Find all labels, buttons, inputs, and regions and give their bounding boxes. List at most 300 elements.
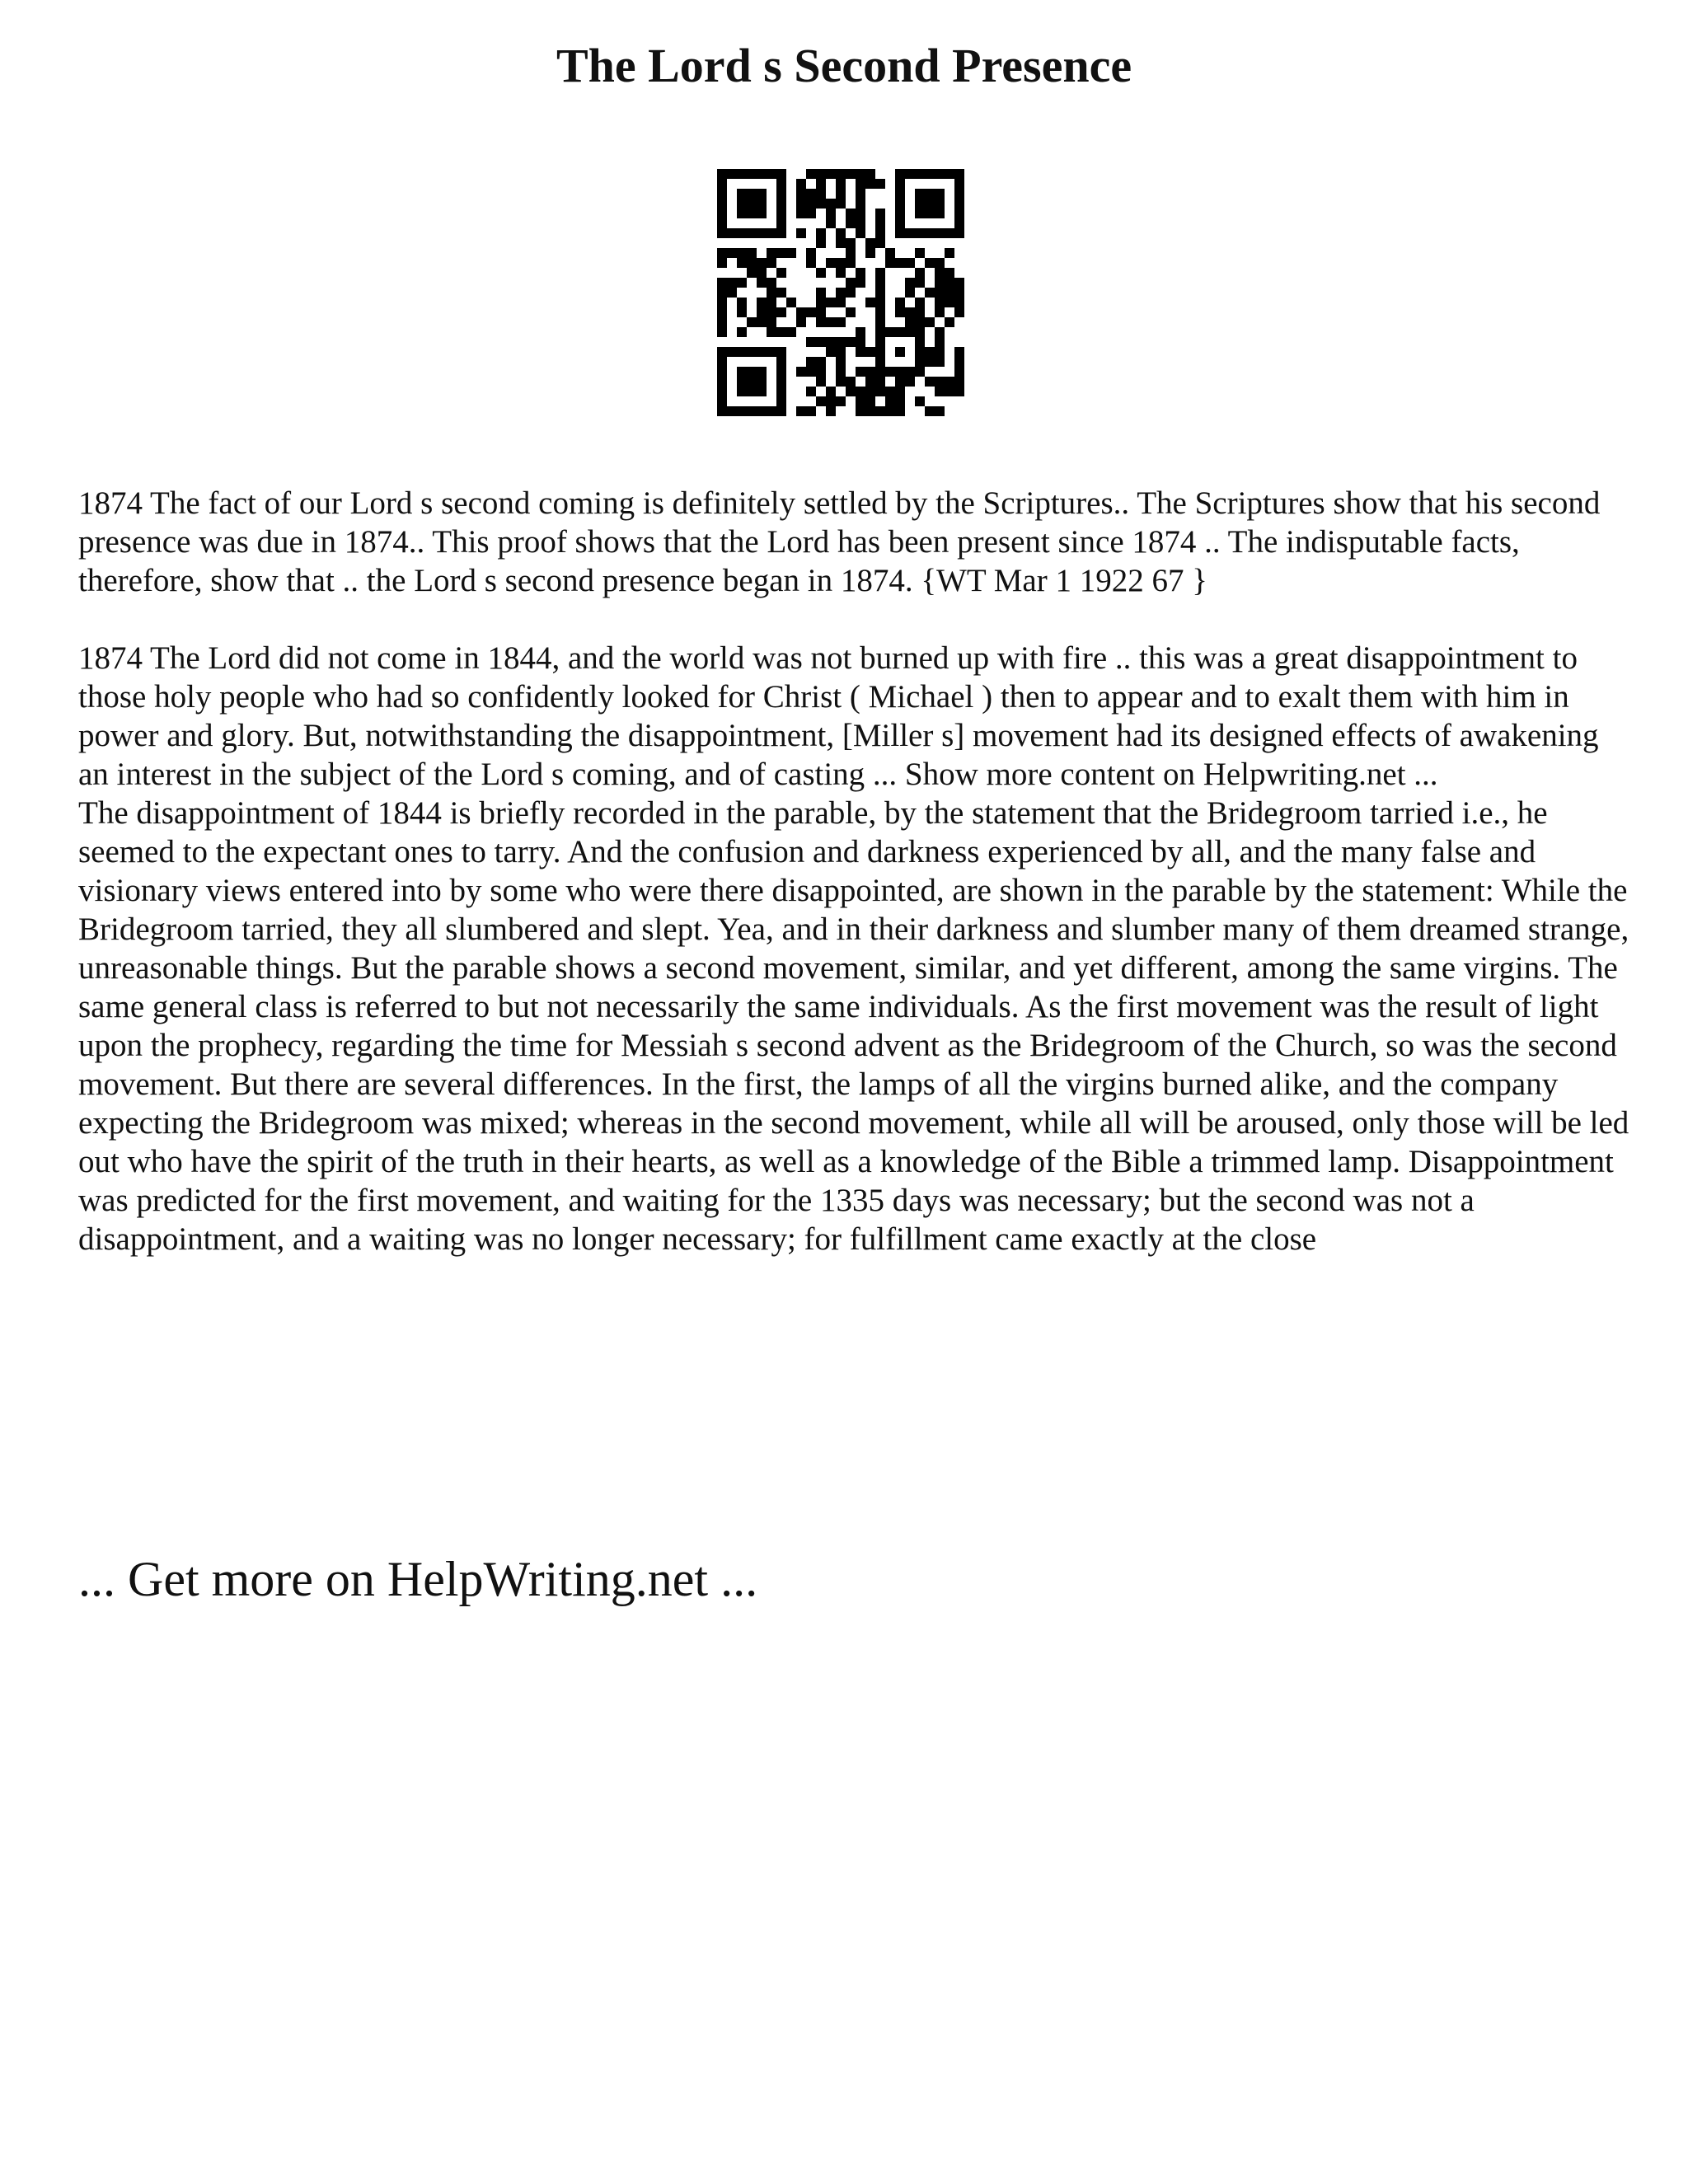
qr-module [954,377,964,387]
qr-module [767,258,776,268]
qr-module [747,228,757,238]
qr-module [945,387,954,396]
qr-module [816,317,826,327]
qr-module [865,298,875,307]
qr-module [776,347,786,357]
qr-module [747,367,757,377]
qr-module [767,288,776,298]
qr-module [717,278,727,288]
qr-module [717,307,727,317]
qr-module [954,357,964,367]
qr-module [806,258,816,268]
qr-module [895,367,905,377]
qr-module [757,307,767,317]
qr-module [856,169,865,179]
qr-module [925,169,935,179]
qr-module [717,377,727,387]
qr-module [935,288,945,298]
qr-module [816,367,826,377]
qr-module [737,298,747,307]
qr-module [846,307,856,317]
qr-module [836,169,846,179]
qr-module [885,367,895,377]
qr-module [757,189,767,199]
qr-module [875,387,885,396]
qr-module [925,258,935,268]
qr-module [826,387,836,396]
qr-module [737,367,747,377]
qr-module [776,367,786,377]
qr-module [915,248,925,258]
qr-module [816,199,826,209]
qr-module [806,189,816,199]
qr-module [737,189,747,199]
qr-module [757,258,767,268]
qr-module [717,406,727,416]
qr-module [717,317,727,327]
qr-module [885,258,895,268]
qr-module [846,288,856,298]
qr-module [836,288,846,298]
qr-module [935,278,945,288]
qr-module [925,199,935,209]
qr-module [757,169,767,179]
qr-module [935,228,945,238]
qr-module [747,406,757,416]
qr-module [875,367,885,377]
qr-module [954,218,964,228]
qr-module [747,268,757,278]
qr-module [816,228,826,238]
qr-module [935,327,945,337]
qr-module [856,367,865,377]
qr-module [776,406,786,416]
qr-module [865,367,875,377]
qr-module [757,406,767,416]
qr-module [875,298,885,307]
page-title: The Lord s Second Presence [556,39,1132,92]
qr-module [856,179,865,189]
qr-module [776,199,786,209]
qr-module [816,169,826,179]
qr-module [747,189,757,199]
qr-module [826,337,836,347]
qr-module [935,189,945,199]
qr-module [954,367,964,377]
qr-module [747,387,757,396]
qr-module [767,228,776,238]
qr-module [865,387,875,396]
qr-module [895,189,905,199]
qr-module [826,169,836,179]
qr-module [945,317,954,327]
qr-module [895,169,905,179]
qr-module [954,307,964,317]
qr-module [895,396,905,406]
qr-module [757,367,767,377]
qr-module [915,317,925,327]
qr-module [737,307,747,317]
qr-module [875,327,885,337]
qr-module [905,258,915,268]
qr-module [786,327,796,337]
qr-module [945,248,954,258]
qr-module [806,248,816,258]
qr-module [717,169,727,179]
qr-module [836,189,846,199]
qr-module [826,218,836,228]
qr-module [846,377,856,387]
qr-module [856,278,865,288]
qr-module [895,377,905,387]
qr-module [767,307,776,317]
qr-module [757,209,767,218]
qr-module [954,288,964,298]
qr-module [895,228,905,238]
qr-module [717,179,727,189]
qr-module [865,248,875,258]
qr-module [737,406,747,416]
qr-module [826,317,836,327]
qr-module [757,377,767,387]
qr-module [935,199,945,209]
qr-module [757,228,767,238]
qr-module [935,406,945,416]
qr-module [935,268,945,278]
qr-module [717,189,727,199]
qr-module [826,396,836,406]
qr-module [875,288,885,298]
qr-module [776,387,786,396]
qr-module [945,169,954,179]
qr-module [757,199,767,209]
qr-module [776,307,786,317]
qr-module [776,288,786,298]
qr-module [925,209,935,218]
qr-module [776,396,786,406]
qr-module [895,218,905,228]
qr-module [767,169,776,179]
qr-module [796,307,806,317]
qr-module [875,357,885,367]
qr-module [875,337,885,347]
qr-module [905,317,915,327]
qr-module [737,258,747,268]
qr-module [865,238,875,248]
qr-module [935,258,945,268]
qr-module [935,357,945,367]
qr-module [747,248,757,258]
paragraph: 1874 The fact of our Lord s second coming is definitely settled by the Scriptures.. The Scriptures show that his second presence was due in 1874.. This proof shows that the Lord has been present since 1874 .. The indisputable facts, therefore, show that .. the Lord s second presence began in 1874. {WT Mar 1 1922 67 } [78,485,1601,598]
qr-module [925,357,935,367]
qr-module [816,377,826,387]
qr-module [895,199,905,209]
qr-module [935,307,945,317]
qr-module [836,228,846,238]
qr-module [875,307,885,317]
qr-module [925,377,935,387]
qr-module [737,377,747,387]
qr-module [757,268,767,278]
qr-module [796,367,806,377]
qr-module [875,179,885,189]
qr-module [747,199,757,209]
qr-module [717,248,727,258]
qr-module [717,357,727,367]
qr-module [856,396,865,406]
qr-module [895,258,905,268]
qr-module [836,258,846,268]
qr-module [865,377,875,387]
qr-module [836,367,846,377]
qr-module [717,228,727,238]
qr-module [776,169,786,179]
qr-module [776,327,786,337]
qr-module [806,337,816,347]
qr-module [905,367,915,377]
qr-module [856,189,865,199]
qr-module [747,209,757,218]
qr-module [954,228,964,238]
qr-module [786,298,796,307]
qr-module [747,169,757,179]
qr-module [776,377,786,387]
qr-module [826,258,836,268]
qr-module [935,347,945,357]
qr-module [925,406,935,416]
qr-module [915,278,925,288]
qr-module [865,347,875,357]
qr-module [717,327,727,337]
qr-module [717,209,727,218]
qr-module [846,209,856,218]
qr-module [915,228,925,238]
qr-module [796,189,806,199]
qr-module [806,387,816,396]
qr-module [796,406,806,416]
qr-module [727,278,737,288]
qr-module [945,228,954,238]
qr-module [816,189,826,199]
qr-module [875,218,885,228]
qr-module [865,406,875,416]
qr-module [865,396,875,406]
qr-module [836,377,846,387]
qr-module [954,179,964,189]
qr-module [796,179,806,189]
qr-module [737,169,747,179]
qr-module [856,337,865,347]
qr-module [767,317,776,327]
qr-module [747,347,757,357]
qr-module [767,298,776,307]
qr-module [836,347,846,357]
qr-module [905,228,915,238]
qr-module [935,169,945,179]
qr-module [915,357,925,367]
qr-module [836,298,846,307]
qr-module [875,317,885,327]
qr-module [905,307,915,317]
qr-module [856,387,865,396]
paragraph: The disappointment of 1844 is briefly recorded in the parable, by the statement that the Bridegroom tarried i.e., he seemed to the expectant ones to tarry. And the confusion and darkness experienced by all, and the many false and visionary views entered into by some who were there disappointed, are shown in the parable by the statement: While the Bridegroom tarried, they all slumbered and slept. Yea, and in their darkness and slumber many of them dreamed strange, unreasonable things. But the parable shows a second movement, similar, and yet different, among the same virgins. The same general class is referred to but not necessarily the same individuals. As the first movement was the result of light upon the prophecy, regarding the time for Messiah s second advent as the Bridegroom of the Church, so was the second movement. But there are several differences. In the first, the lamps of all the virgins burned alike, and the company expecting the Bridegroom was mixed; whereas in the second movement, while all will be aroused, only those will be led out who have the spirit of the truth in their hearts, as well as a knowledge of the Bible a trimmed lamp. Disappointment was predicted for the first movement, and waiting for the 1335 days was necessary; but the second was not a disappointment, and a waiting was no longer necessary; for fulfillment came exactly at the close [78,795,1629,1257]
qr-module [727,228,737,238]
qr-module [776,218,786,228]
qr-module [925,228,935,238]
qr-module [806,357,816,367]
qr-module [915,298,925,307]
qr-module [856,209,865,218]
qr-module [856,199,865,209]
qr-module [895,209,905,218]
qr-module [905,278,915,288]
qr-module [945,278,954,288]
qr-module [905,169,915,179]
qr-module [806,199,816,209]
qr-module [885,327,895,337]
qr-module [935,377,945,387]
qr-module [865,179,875,189]
qr-module [717,387,727,396]
qr-module [954,387,964,396]
qr-module [816,357,826,367]
qr-module [895,179,905,189]
qr-module [846,258,856,268]
qr-module [717,258,727,268]
qr-module [737,387,747,396]
qr-module [727,288,737,298]
qr-module [836,357,846,367]
qr-module [945,268,954,278]
qr-module [945,288,954,298]
qr-module [826,298,836,307]
qr-module [717,396,727,406]
qr-module [875,377,885,387]
qr-module [915,209,925,218]
qr-module [905,327,915,337]
qr-module [945,298,954,307]
qr-module [767,248,776,258]
qr-module [806,169,816,179]
qr-module [846,218,856,228]
qr-module [865,169,875,179]
qr-module [757,317,767,327]
qr-module [915,396,925,406]
qr-module [925,347,935,357]
qr-module [767,406,776,416]
qr-module [915,337,925,347]
qr-module [816,268,826,278]
qr-module [885,248,895,258]
qr-module [856,327,865,337]
qr-module [905,288,915,298]
qr-module [836,317,846,327]
qr-module [757,387,767,396]
qr-module [747,317,757,327]
qr-module [737,278,747,288]
qr-module [786,248,796,258]
qr-module [954,278,964,288]
qr-module [954,209,964,218]
qr-module [737,248,747,258]
qr-module [737,209,747,218]
qr-module [836,238,846,248]
qr-module [915,367,925,377]
qr-module [846,387,856,396]
qr-module [895,347,905,357]
qr-module [915,169,925,179]
qr-module [954,189,964,199]
qr-module [935,387,945,396]
qr-module [757,278,767,288]
qr-module [737,347,747,357]
qr-module [925,317,935,327]
qr-module [717,298,727,307]
qr-module [737,327,747,337]
qr-module [816,337,826,347]
qr-module [836,268,846,278]
qr-module [915,199,925,209]
qr-module [816,288,826,298]
qr-module [806,406,816,416]
qr-module [895,298,905,307]
qr-module [875,268,885,278]
qr-module [717,199,727,209]
qr-module [954,347,964,357]
qr-code-icon[interactable] [717,169,964,416]
qr-module [836,179,846,189]
qr-module [796,228,806,238]
qr-module [885,396,895,406]
qr-module [717,347,727,357]
qr-module [767,278,776,288]
qr-module [757,347,767,357]
qr-module [846,278,856,288]
qr-module [727,169,737,179]
qr-module [925,189,935,199]
qr-module [895,327,905,337]
qr-module [816,396,826,406]
qr-module [935,209,945,218]
qr-module [836,199,846,209]
qr-module [856,406,865,416]
qr-module [875,238,885,248]
qr-module [856,347,865,357]
qr-module [727,406,737,416]
qr-module [856,268,865,278]
qr-module [915,347,925,357]
qr-module [885,387,895,396]
qr-module [895,387,905,396]
qr-module [905,377,915,387]
qr-module [875,406,885,416]
qr-module [826,406,836,416]
qr-module [796,209,806,218]
qr-module [856,218,865,228]
qr-module [875,347,885,357]
qr-module [875,278,885,288]
qr-module [875,228,885,238]
qr-module [915,327,925,337]
qr-module [776,209,786,218]
qr-module [826,199,836,209]
qr-module [737,199,747,209]
qr-module [747,258,757,268]
qr-module [915,189,925,199]
qr-module [954,199,964,209]
qr-module [954,298,964,307]
get-more-link[interactable]: ... Get more on HelpWriting.net ... [78,1552,758,1606]
